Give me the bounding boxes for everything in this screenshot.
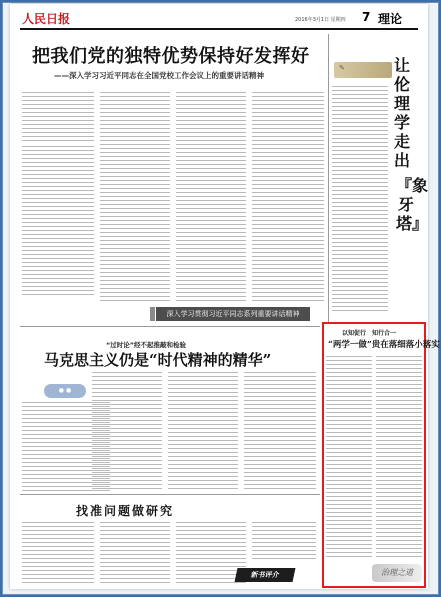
lead-column-3 — [176, 92, 246, 304]
section-divider — [20, 326, 320, 327]
masthead-logo: 人民日报 — [22, 12, 71, 26]
feature-vertical-title-2: 『象牙塔』 — [396, 176, 429, 233]
second-column-4 — [244, 372, 316, 492]
second-column-3 — [168, 372, 238, 492]
lead-column-4 — [252, 92, 324, 304]
lead-column-1-top — [22, 92, 94, 142]
third-column-4 — [252, 522, 316, 562]
feature-text-column — [332, 86, 388, 314]
highlight-column-2 — [376, 356, 422, 560]
third-column-2 — [100, 522, 170, 584]
third-column-1 — [22, 522, 94, 584]
newbook-tag: 新书评介 — [235, 568, 296, 582]
lead-headline[interactable]: 把我们党的独特优势保持好发挥好 — [32, 46, 310, 67]
section-name: 理论 — [378, 12, 403, 26]
zhili-column-logo: 治理之道 — [372, 564, 422, 582]
header-rule — [20, 28, 418, 30]
highlight-column-1 — [326, 356, 372, 560]
section-divider-2 — [20, 494, 320, 495]
lead-subhead: ——深入学习习近平同志在全国党校工作会议上的重要讲话精神 — [54, 71, 264, 80]
third-headline[interactable]: 找准问题做研究 — [76, 504, 175, 518]
second-headline[interactable]: 马克思主义仍是“时代精神的精华” — [44, 351, 272, 369]
feature-vertical-title-1[interactable]: 让伦理学走出 — [393, 56, 410, 170]
feature-art-mark: ✎ — [339, 64, 345, 72]
column-divider — [328, 34, 329, 322]
dateline: 2016年3月1日 星期四 — [295, 17, 346, 23]
column-tag-logo: ● ● — [44, 384, 86, 398]
series-banner: 深入学习贯彻习近平同志系列重要讲话精神 — [156, 307, 310, 321]
lead-column-2 — [100, 92, 170, 304]
highlight-headline[interactable]: “两学一做”贵在落细落小落实 — [328, 340, 440, 350]
lead-column-1 — [22, 146, 94, 296]
page-number: 7 — [362, 10, 371, 24]
newspaper-page — [10, 4, 440, 589]
second-kicker: “过时论”经不起推敲和检验 — [106, 341, 187, 349]
second-column-2 — [92, 372, 162, 492]
banner-stripe — [150, 307, 155, 321]
highlight-kicker: 以知促行 知行合一 — [342, 330, 397, 337]
